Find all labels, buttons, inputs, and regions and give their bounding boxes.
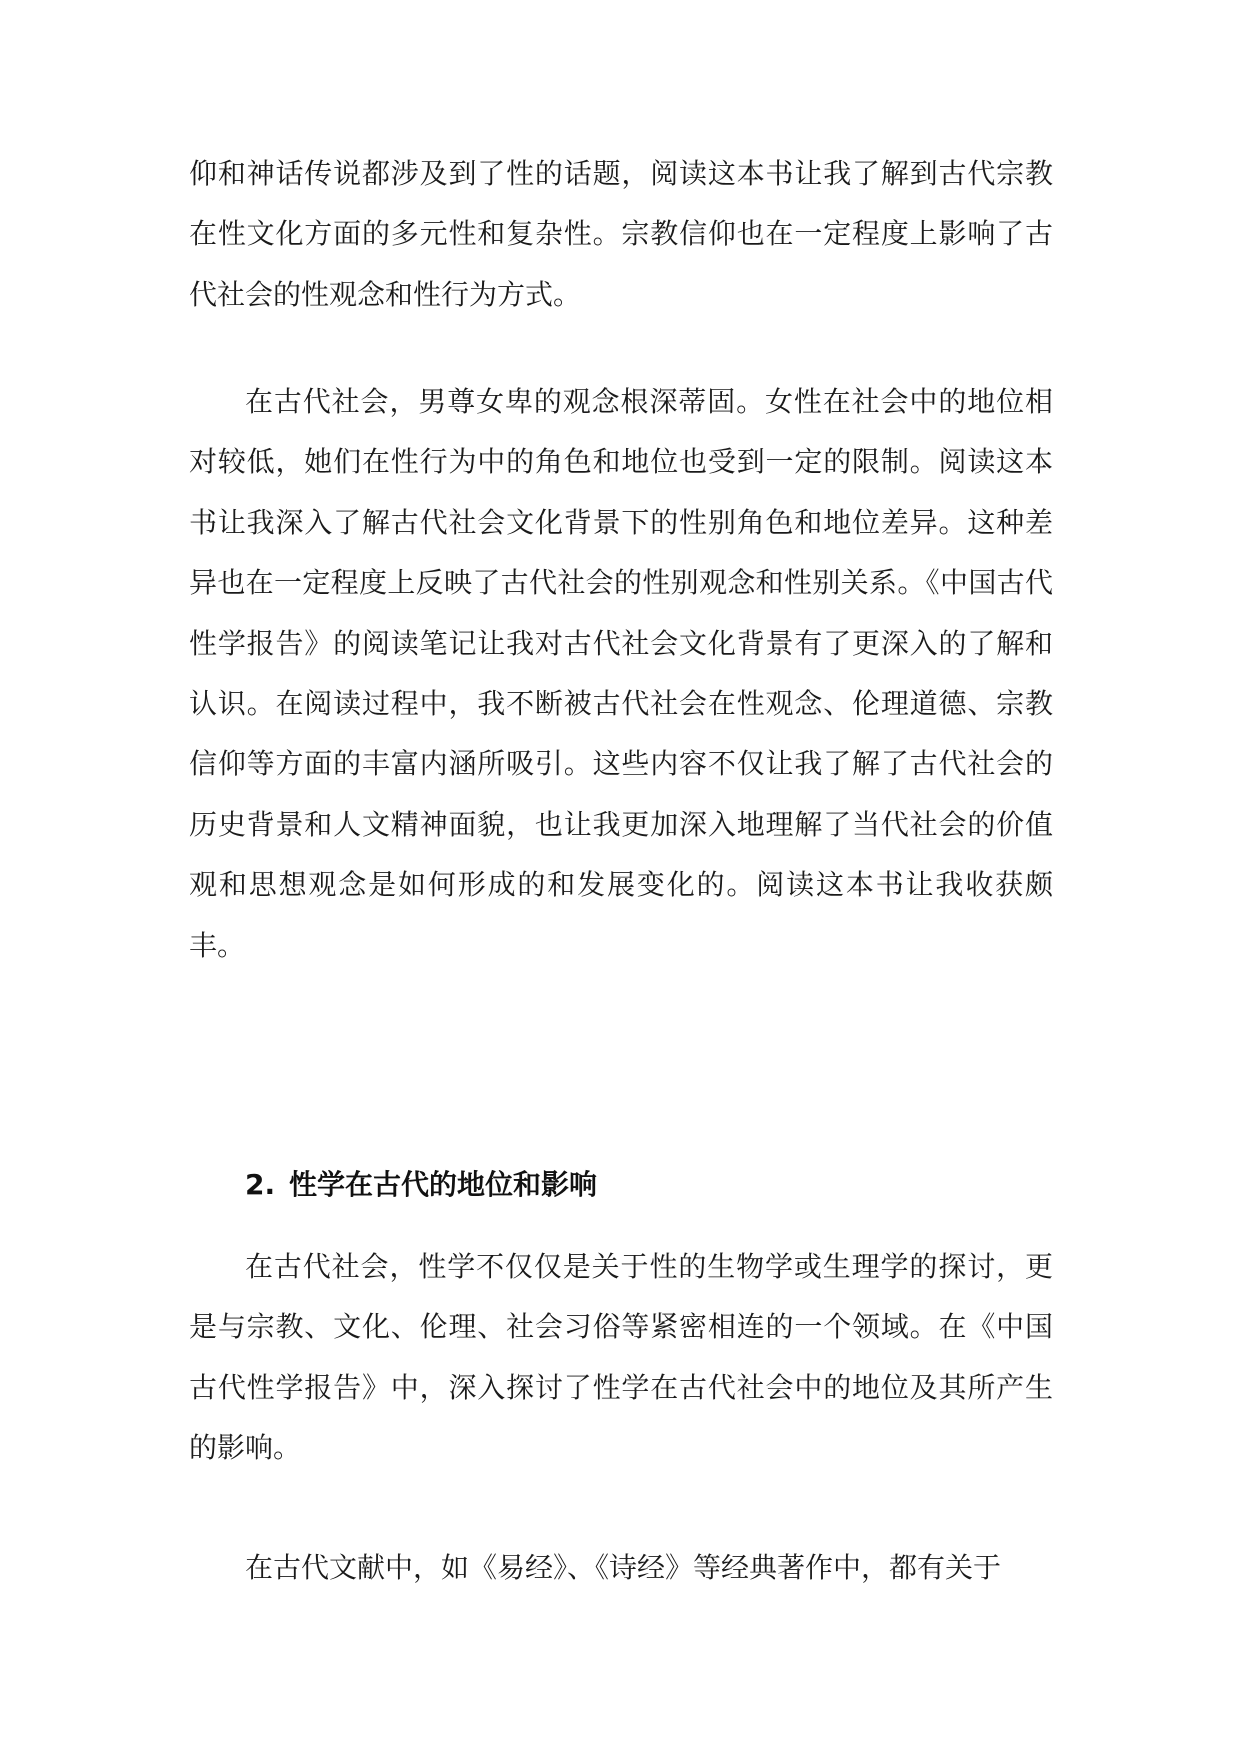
paragraph-text: 在古代文献中，如《易经》、《诗经》等经典著作中，都有关于 (245, 1551, 1002, 1584)
paragraph (189, 1237, 1053, 1479)
paragraph (189, 372, 1053, 976)
section-heading (245, 1165, 597, 1205)
paragraph-text: 在古代社会，性学不仅仅是关于性的生物学或生理学的探讨，更是与宗教、文化、伦理、社会习俗等紧密相连的一个领域。在《中国古代性学报告》中，深入探讨了性学在古代社会中的地位及其所产生的影响。 (189, 1250, 1053, 1465)
paragraph (189, 1538, 1053, 1598)
paragraph (189, 144, 1053, 325)
paragraph-text: 在古代社会，男尊女卑的观念根深蒂固。女性在社会中的地位相对较低，她们在性行为中的角色和地位也受到一定的限制。阅读这本书让我深入了解古代社会文化背景下的性别角色和地位差异。这种差异也在一定程度上反映了古代社会的性别观念和性别关系。《中国古代性学报告》的阅读笔记让我对古代社会文化背景有了更深入的了解和认识。在阅读过程中，我不断被古代社会在性观念、伦理道德、宗教信仰等方面的丰富内涵所吸引。这些内容不仅让我了解了古代社会的历史背景和人文精神面貌，也让我更加深入地理解了当代社会的价值观和思想观念是如何形成的和发展变化的。阅读这本书让我收获颇丰。 (189, 385, 1053, 962)
section-title: 性学在古代的地位和影响 (289, 1168, 598, 1201)
paragraph-text: 仰和神话传说都涉及到了性的话题，阅读这本书让我了解到古代宗教在性文化方面的多元性和复杂性。宗教信仰也在一定程度上影响了古代社会的性观念和性行为方式。 (189, 157, 1053, 311)
section-number: 2. (245, 1168, 276, 1201)
